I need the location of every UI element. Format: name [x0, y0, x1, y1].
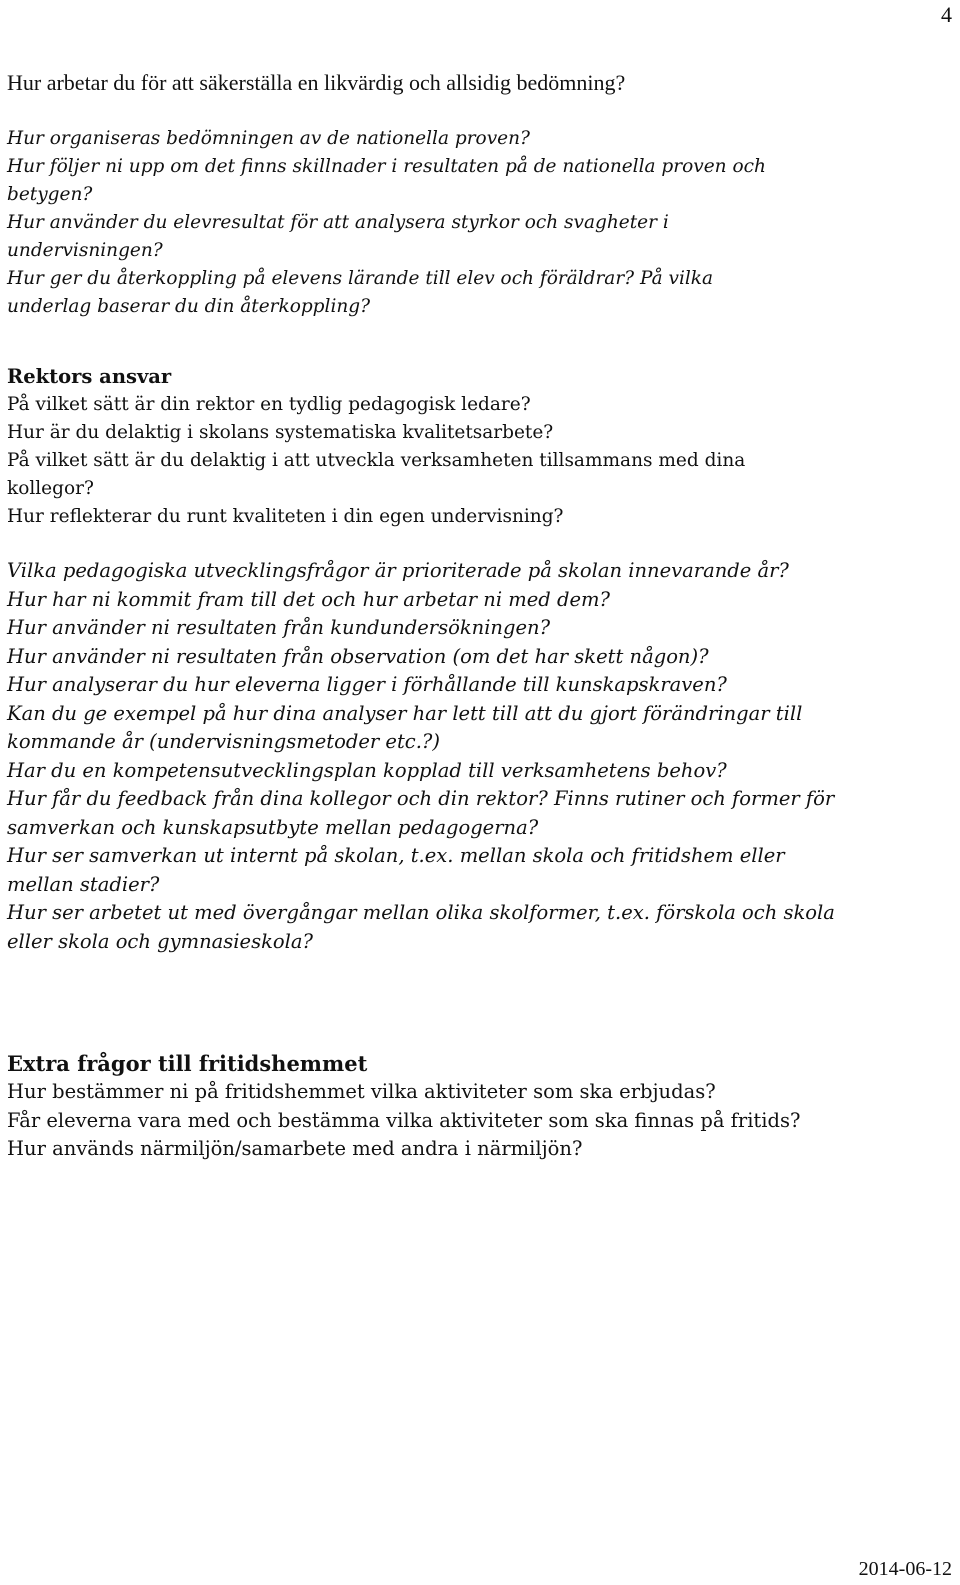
development-line: Hur har ni kommit fram till det och hur arbetar ni med dem? — [7, 587, 610, 611]
development-questions — [7, 557, 947, 956]
development-line: Hur använder ni resultaten från observation (om det har skett någon)? — [7, 644, 709, 668]
rektor-question: kollegor? — [7, 478, 94, 499]
fritidshem-question: Hur används närmiljön/samarbete med andra i närmiljön? — [7, 1137, 583, 1160]
fritidshem-section — [7, 1050, 947, 1164]
assessment-line: Hur organiseras bedömningen av de nationella proven? — [7, 128, 530, 149]
assessment-questions — [7, 125, 947, 321]
development-line: kommande år (undervisningsmetoder etc.?) — [7, 730, 440, 753]
development-line: Hur analyserar du hur eleverna ligger i förhållande till kunskapskraven? — [7, 673, 727, 696]
development-line: mellan stadier? — [7, 872, 160, 896]
development-line: Vilka pedagogiska utvecklingsfrågor är prioriterade på skolan innevarande år? — [7, 559, 789, 582]
development-line: eller skola och gymnasieskola? — [7, 929, 313, 953]
assessment-line: betygen? — [7, 184, 93, 205]
intro-question: Hur arbetar du för att säkerställa en likvärdig och allsidig bedömning? — [7, 70, 626, 95]
section-heading-fritidshem: Extra frågor till fritidshemmet — [7, 1051, 368, 1076]
spacer — [7, 321, 947, 363]
page-number: 4 — [941, 2, 952, 27]
assessment-line: Hur ger du återkoppling på elevens lärande till elev och föräldrar? På vilka — [7, 268, 714, 289]
development-line: Hur använder ni resultaten från kundundersökningen? — [7, 616, 551, 639]
spacer — [7, 531, 947, 557]
development-line: Kan du ge exempel på hur dina analyser har lett till att du gjort förändringar till — [7, 701, 803, 725]
assessment-line: undervisningen? — [7, 240, 163, 261]
assessment-line: Hur följer ni upp om det finns skillnader i resultaten på de nationella proven och — [7, 156, 766, 177]
rektor-question: På vilket sätt är din rektor en tydlig pedagogisk ledare? — [7, 394, 531, 415]
section-heading-rektors-ansvar: Rektors ansvar — [7, 365, 172, 388]
spacer — [7, 97, 947, 125]
rektor-question: Hur är du delaktig i skolans systematiska kvalitetsarbete? — [7, 422, 554, 443]
development-line: Har du en kompetensutvecklingsplan kopplad till verksamhetens behov? — [7, 758, 727, 782]
development-line: Hur ser samverkan ut internt på skolan, t.ex. mellan skola och fritidshem eller — [7, 844, 785, 867]
assessment-line: Hur använder du elevresultat för att analysera styrkor och svagheter i — [7, 212, 669, 233]
rektors-ansvar-section — [7, 363, 947, 531]
rektor-question: På vilket sätt är du delaktig i att utveckla verksamheten tillsammans med dina — [7, 450, 746, 471]
development-line: Hur får du feedback från dina kollegor och din rektor? Finns rutiner och former för — [7, 787, 835, 810]
spacer — [7, 956, 947, 1050]
document-body — [7, 69, 947, 1164]
rektor-question: Hur reflekterar du runt kvaliteten i din egen undervisning? — [7, 506, 564, 527]
development-line: samverkan och kunskapsutbyte mellan pedagogerna? — [7, 815, 539, 839]
assessment-line: underlag baserar du din återkoppling? — [7, 296, 371, 317]
page-date: 2014-06-12 — [858, 1558, 952, 1580]
fritidshem-question: Hur bestämmer ni på fritidshemmet vilka aktiviteter som ska erbjudas? — [7, 1080, 716, 1103]
development-line: Hur ser arbetet ut med övergångar mellan olika skolformer, t.ex. förskola och skola — [7, 901, 835, 924]
fritidshem-question: Får eleverna vara med och bestämma vilka aktiviteter som ska finnas på fritids? — [7, 1108, 801, 1132]
